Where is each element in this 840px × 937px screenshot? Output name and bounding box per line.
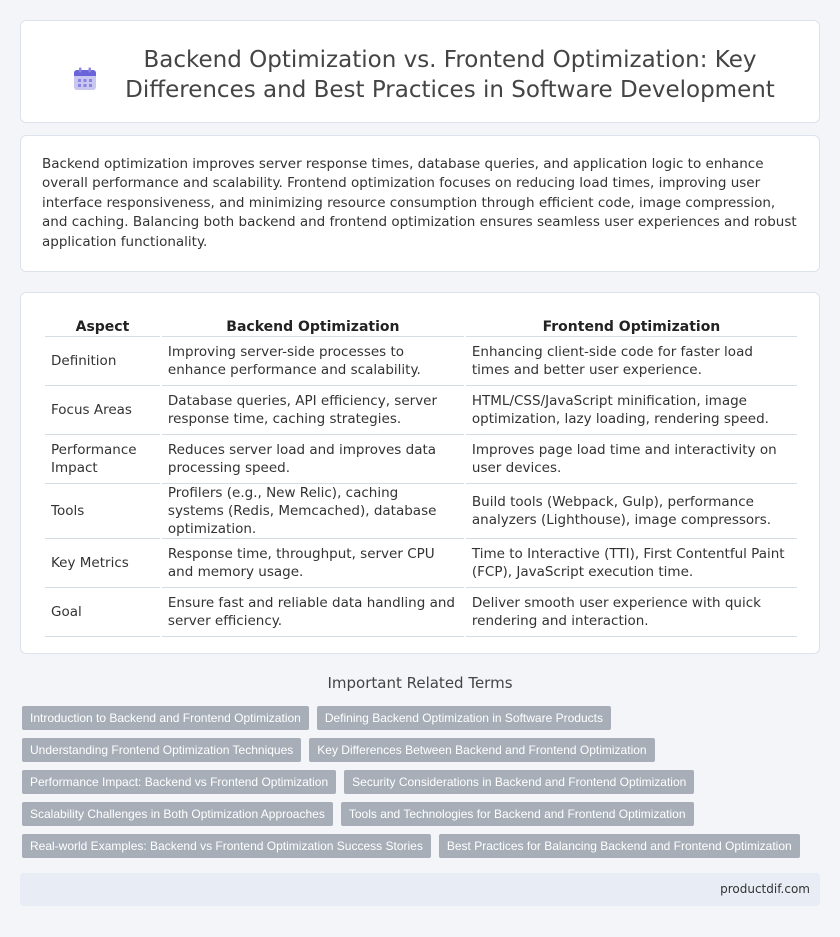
table-header-row: [45, 315, 797, 337]
comparison-table: [43, 315, 799, 637]
intro-card: [20, 135, 820, 272]
cell-frontend: Time to Interactive (TTI), First Contentful Paint (FCP), JavaScript execution time.: [466, 539, 797, 588]
header-card: [20, 20, 820, 123]
cell-aspect: Focus Areas: [45, 386, 160, 435]
footer-site-name[interactable]: productdif.com: [720, 882, 810, 896]
table-row: [45, 484, 797, 539]
cell-frontend: Improves page load time and interactivity on user devices.: [466, 435, 797, 484]
footer: [20, 873, 820, 906]
related-term-link[interactable]: Best Practices for Balancing Backend and Frontend Optimization: [439, 834, 800, 858]
related-term-link[interactable]: Performance Impact: Backend vs Frontend Optimization: [22, 770, 336, 794]
cell-aspect: Key Metrics: [45, 539, 160, 588]
related-term-link[interactable]: Introduction to Backend and Frontend Optimization: [22, 706, 309, 730]
table-row: [45, 435, 797, 484]
cell-aspect: Tools: [45, 484, 160, 539]
cell-backend: Database queries, API efficiency, server response time, caching strategies.: [162, 386, 464, 435]
cell-backend: Response time, throughput, server CPU and memory usage.: [162, 539, 464, 588]
related-term-link[interactable]: Key Differences Between Backend and Frontend Optimization: [309, 738, 654, 762]
cell-aspect: Performance Impact: [45, 435, 160, 484]
related-terms-list: [22, 706, 812, 858]
table-row: [45, 386, 797, 435]
related-term-link[interactable]: Tools and Technologies for Backend and Frontend Optimization: [341, 802, 694, 826]
header-aspect: Aspect: [45, 315, 160, 337]
table-row: [45, 588, 797, 637]
cell-aspect: Goal: [45, 588, 160, 637]
table-row: [45, 539, 797, 588]
cell-backend: Improving server-side processes to enhance performance and scalability.: [162, 337, 464, 386]
related-term-link[interactable]: Security Considerations in Backend and Frontend Optimization: [344, 770, 694, 794]
table-row: [45, 337, 797, 386]
header-backend: Backend Optimization: [162, 315, 464, 337]
related-terms-heading: Important Related Terms: [327, 674, 513, 692]
page-title: Backend Optimization vs. Frontend Optimization: Key Differences and Best Practices in Software Development: [125, 47, 775, 103]
related-term-link[interactable]: Defining Backend Optimization in Software Products: [317, 706, 611, 730]
cell-frontend: Enhancing client-side code for faster load times and better user experience.: [466, 337, 797, 386]
cell-backend: Reduces server load and improves data processing speed.: [162, 435, 464, 484]
calendar-icon: [73, 67, 97, 91]
cell-frontend: Deliver smooth user experience with quick rendering and interaction.: [466, 588, 797, 637]
cell-aspect: Definition: [45, 337, 160, 386]
cell-frontend: Build tools (Webpack, Gulp), performance analyzers (Lighthouse), image compressors.: [466, 484, 797, 539]
related-term-link[interactable]: Real-world Examples: Backend vs Frontend Optimization Success Stories: [22, 834, 431, 858]
header-frontend: Frontend Optimization: [466, 315, 797, 337]
related-term-link[interactable]: Scalability Challenges in Both Optimization Approaches: [22, 802, 333, 826]
related-term-link[interactable]: Understanding Frontend Optimization Techniques: [22, 738, 301, 762]
intro-paragraph: Backend optimization improves server response times, database queries, and application logic to enhance overall performance and scalability. Frontend optimization focuses on reducing load times, improving user interface responsiveness, and minimizing resource consumption through efficient code, image compression, and caching. Balancing both backend and frontend optimization ensures seamless user experiences and robust application functionality.: [42, 156, 797, 250]
cell-backend: Ensure fast and reliable data handling and server efficiency.: [162, 588, 464, 637]
cell-backend: Profilers (e.g., New Relic), caching systems (Redis, Memcached), database optimization.: [162, 484, 464, 539]
comparison-card: [20, 292, 820, 654]
cell-frontend: HTML/CSS/JavaScript minification, image optimization, lazy loading, rendering speed.: [466, 386, 797, 435]
